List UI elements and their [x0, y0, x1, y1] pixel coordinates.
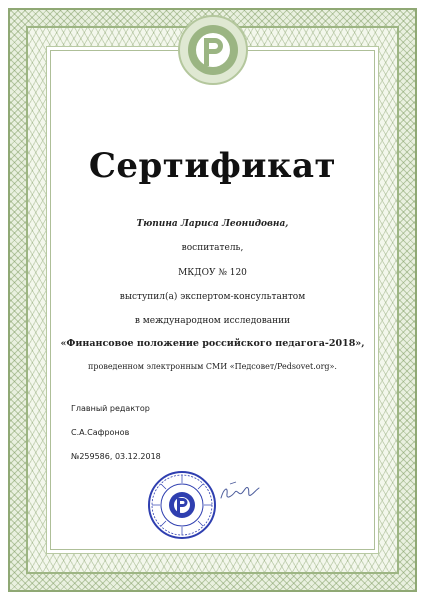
official-stamp — [147, 470, 217, 540]
editor-signature — [218, 478, 262, 504]
editor-name: С.А.Сафронов — [71, 428, 130, 437]
conducted-by: проведенном электронным СМИ «Педсовет/Pedsovet.org». — [88, 362, 337, 371]
research-intro: в международном исследовании — [134, 316, 291, 326]
recipient-position: воспитатель, — [181, 243, 244, 253]
certificate-number: №259586, 03.12.2018 — [71, 452, 161, 461]
certificate-title: Сертификат — [88, 146, 337, 186]
pedsovet-logo-icon — [177, 14, 249, 86]
editor-title: Главный редактор — [71, 404, 150, 413]
recipient-role: выступил(а) экспертом-консультантом — [119, 292, 306, 302]
recipient-name: Тюпина Лариса Леонидовна, — [136, 219, 289, 229]
recipient-organization: МКДОУ № 120 — [178, 268, 247, 278]
project-title: «Финансовое положение российского педагога-2018», — [60, 338, 365, 349]
